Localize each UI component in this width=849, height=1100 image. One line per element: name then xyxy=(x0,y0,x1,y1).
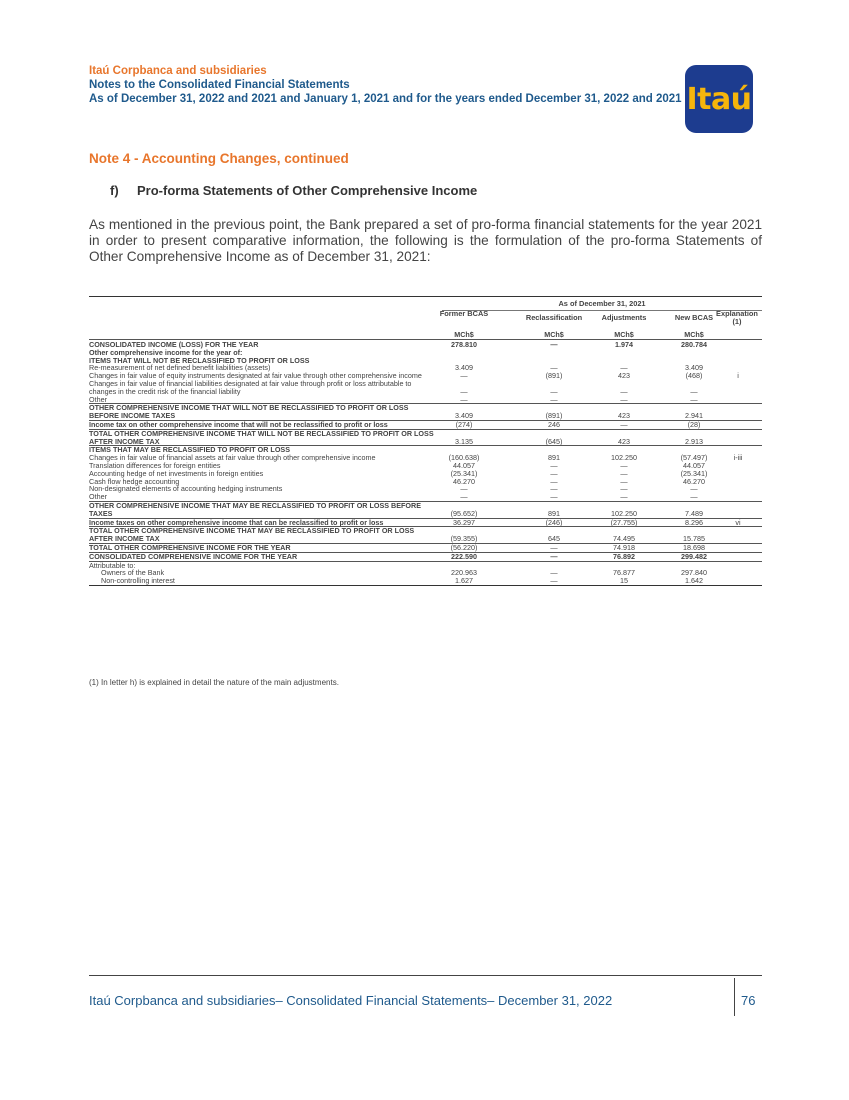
row-value: (56.220) xyxy=(450,542,478,552)
row-value: (645) xyxy=(545,436,563,446)
row-value: 3.135 xyxy=(455,436,473,446)
row-label: TOTAL OTHER COMPREHENSIVE INCOME THAT MAY BE RECLASSIFIED TO PROFIT OR LOSS AFTER INCOME TAX xyxy=(89,526,415,544)
row-value: — xyxy=(460,492,468,502)
row-value: 15 xyxy=(620,576,628,586)
row-value: — xyxy=(620,394,628,404)
row-value: — xyxy=(690,386,698,396)
row-value: — xyxy=(460,394,468,404)
col-header-reclass: Reclassification xyxy=(525,313,583,322)
row-value: 423 xyxy=(618,371,630,381)
table-bottom-rule xyxy=(89,585,762,586)
table-row xyxy=(89,470,762,478)
row-label: Other comprehensive income for the year of: xyxy=(89,347,243,357)
row-value: (95.652) xyxy=(450,508,478,518)
row-value: — xyxy=(620,492,628,502)
row-label: Changes in fair value of financial liabilities designated at fair value through profit or loss attributable to changes in the credit risk of the financial liability xyxy=(89,378,412,396)
row-label: Other xyxy=(89,492,107,502)
intro-paragraph: As mentioned in the previous point, the Bank prepared a set of pro-forma financial statements for the year 2021 in order to present comparative information, the following is the formulation of the pro-forma Statements of Other Comprehensive Income as of December 31, 2021: xyxy=(89,217,762,264)
page-footer xyxy=(89,975,762,1016)
row-label: CONSOLIDATED COMPREHENSIVE INCOME FOR THE YEAR xyxy=(89,551,298,561)
row-value: 645 xyxy=(548,534,560,544)
row-label: Owners of the Bank xyxy=(101,568,165,578)
row-value: 44.057 xyxy=(683,460,705,470)
row-value: — xyxy=(550,542,558,552)
row-value: 74.495 xyxy=(613,534,635,544)
row-value: — xyxy=(620,476,628,486)
row-value: 8.296 xyxy=(685,517,703,527)
table-row xyxy=(89,577,762,585)
row-value: — xyxy=(690,394,698,404)
footer-divider xyxy=(734,978,735,1016)
row-value: — xyxy=(550,476,558,486)
unit-former: MCh$ xyxy=(454,330,474,339)
row-value: 76.877 xyxy=(613,568,635,578)
row-value: — xyxy=(550,468,558,478)
table-top-rule xyxy=(89,296,762,297)
row-label: Re-measurement of net defined benefit liabilities (assets) xyxy=(89,363,271,373)
row-value: 44.057 xyxy=(453,460,475,470)
row-value: 2.941 xyxy=(685,411,703,421)
row-value: 102.250 xyxy=(611,453,637,463)
row-value: — xyxy=(550,394,558,404)
table-row xyxy=(89,552,762,561)
row-value: — xyxy=(620,419,628,429)
row-value: — xyxy=(460,484,468,494)
itau-logo xyxy=(685,65,753,133)
unit-reclass: MCh$ xyxy=(544,330,564,339)
row-value: 1.642 xyxy=(685,576,703,586)
subsection-heading xyxy=(110,183,477,198)
row-value: 222.590 xyxy=(451,551,477,561)
table-row xyxy=(89,485,762,493)
table-row xyxy=(89,518,762,527)
row-value: — xyxy=(550,460,558,470)
row-label: Non-controlling interest xyxy=(101,576,175,586)
row-value: 280.784 xyxy=(681,340,707,349)
row-label: OTHER COMPREHENSIVE INCOME THAT MAY BE RECLASSIFIED TO PROFIT OR LOSS BEFORE TAXES xyxy=(89,500,421,518)
row-value: 891 xyxy=(548,508,560,518)
row-label: Attributable to: xyxy=(89,560,136,570)
table-row xyxy=(89,403,762,420)
row-value: (57.497) xyxy=(680,453,708,463)
row-value: 423 xyxy=(618,436,630,446)
row-value: 3.409 xyxy=(685,363,703,373)
row-value: — xyxy=(550,340,558,349)
units-row xyxy=(89,330,762,340)
row-value: 278.810 xyxy=(451,340,477,349)
row-value: — xyxy=(550,568,558,578)
row-value: (468) xyxy=(685,371,703,381)
row-label: ITEMS THAT WILL NOT BE RECLASSIFIED TO PROFIT OR LOSS xyxy=(89,355,310,365)
row-value: 246 xyxy=(548,419,560,429)
row-value: — xyxy=(620,468,628,478)
row-label: OTHER COMPREHENSIVE INCOME THAT WILL NOT BE RECLASSIFIED TO PROFIT OR LOSS BEFORE INCOME TAXES xyxy=(89,403,409,421)
row-label: TOTAL OTHER COMPREHENSIVE INCOME FOR THE YEAR xyxy=(89,542,291,552)
table-body xyxy=(89,341,762,586)
row-value: 36.297 xyxy=(453,517,475,527)
table-row xyxy=(89,429,762,446)
row-value: (59.355) xyxy=(450,534,478,544)
col-header-explanation: Explanation (1) xyxy=(716,309,758,326)
row-value: — xyxy=(620,386,628,396)
row-label: Non-designated elements of accounting hedging instruments xyxy=(89,484,283,494)
row-value: vi xyxy=(735,517,741,527)
row-value: (28) xyxy=(687,419,701,429)
oci-table xyxy=(89,296,762,586)
table-row xyxy=(89,396,762,404)
row-value: 1.627 xyxy=(455,576,473,586)
row-value: — xyxy=(620,460,628,470)
row-value: i xyxy=(737,371,739,381)
row-value: — xyxy=(550,363,558,373)
row-label: Translation differences for foreign entities xyxy=(89,460,221,470)
row-label: Income tax on other comprehensive income that will not be reclassified to profit or loss xyxy=(89,419,388,429)
row-label: CONSOLIDATED INCOME (LOSS) FOR THE YEAR xyxy=(89,340,259,349)
row-value: (246) xyxy=(545,517,563,527)
row-value: (25.341) xyxy=(680,468,708,478)
col-header-new: New BCAS xyxy=(674,313,714,322)
row-value: 299.482 xyxy=(681,551,707,561)
row-value: 3.409 xyxy=(455,363,473,373)
table-row xyxy=(89,380,762,396)
row-label: Cash flow hedge accounting xyxy=(89,476,180,486)
row-label: Changes in fair value of equity instruments designated at fair value through other comprehensive income xyxy=(89,371,422,381)
col-header-adjust: Adjustments xyxy=(601,313,647,322)
column-headers xyxy=(89,310,762,328)
row-value: 1.974 xyxy=(615,340,633,349)
footer-text: Itaú Corpbanca and subsidiaries– Consolidated Financial Statements– December 31, 2022 xyxy=(89,993,613,1008)
group-header: As of December 31, 2021 xyxy=(442,299,762,311)
row-value: 18.698 xyxy=(683,542,705,552)
row-value: — xyxy=(690,484,698,494)
row-label: Other xyxy=(89,394,107,404)
row-value: — xyxy=(550,576,558,586)
subsection-label: f) xyxy=(110,183,119,198)
row-value: 102.250 xyxy=(611,508,637,518)
row-value: 220.963 xyxy=(451,568,477,578)
table-row xyxy=(89,493,762,501)
row-label: Accounting hedge of net investments in foreign entities xyxy=(89,468,264,478)
row-value: 74.918 xyxy=(613,542,635,552)
subsection-title: Pro-forma Statements of Other Comprehensive Income xyxy=(137,183,478,198)
row-value: 2.913 xyxy=(685,436,703,446)
row-value: 7.489 xyxy=(685,508,703,518)
col-header-former: Former BCAS xyxy=(439,309,489,318)
table-row xyxy=(89,561,762,570)
table-row xyxy=(89,526,762,543)
row-value: (891) xyxy=(545,411,563,421)
row-value: 46.270 xyxy=(453,476,475,486)
table-row xyxy=(89,569,762,577)
page-number: 76 xyxy=(741,993,756,1008)
note-title: Note 4 - Accounting Changes, continued xyxy=(89,151,349,166)
footnote: (1) In letter h) is explained in detail the nature of the main adjustments. xyxy=(89,678,339,687)
row-value: — xyxy=(550,551,558,561)
row-label: TOTAL OTHER COMPREHENSIVE INCOME THAT WILL NOT BE RECLASSIFIED TO PROFIT OR LOSS AFTER INCOME TAX xyxy=(89,428,434,446)
row-label: ITEMS THAT MAY BE RECLASSIFIED TO PROFIT OR LOSS xyxy=(89,445,290,455)
row-label: Changes in fair value of financial assets at fair value through other comprehensive income xyxy=(89,453,376,463)
row-value: 297.840 xyxy=(681,568,707,578)
row-label: Income taxes on other comprehensive income that can be reclassified to profit or loss xyxy=(89,517,384,527)
row-value: 423 xyxy=(618,411,630,421)
company-name: Itaú Corpbanca and subsidiaries xyxy=(89,65,267,77)
unit-new: MCh$ xyxy=(684,330,704,339)
row-value: — xyxy=(460,386,468,396)
row-value: 891 xyxy=(548,453,560,463)
row-value: — xyxy=(550,492,558,502)
row-value: (274) xyxy=(455,419,473,429)
logo-text: Itaú xyxy=(686,81,752,117)
unit-adjust: MCh$ xyxy=(614,330,634,339)
row-value: (160.638) xyxy=(448,453,480,463)
row-value: — xyxy=(690,492,698,502)
row-value: — xyxy=(460,371,468,381)
row-value: 46.270 xyxy=(683,476,705,486)
document-period: As of December 31, 2022 and 2021 and January 1, 2021 and for the years ended December 31, 2022 and 2021 xyxy=(89,93,682,105)
row-value: 15.785 xyxy=(683,534,705,544)
row-value: — xyxy=(620,484,628,494)
row-value: 3.409 xyxy=(455,411,473,421)
document-header xyxy=(89,64,689,106)
table-row xyxy=(89,543,762,552)
row-value: (891) xyxy=(545,371,563,381)
row-value: — xyxy=(550,484,558,494)
row-value: — xyxy=(550,386,558,396)
table-row xyxy=(89,420,762,429)
row-value: — xyxy=(620,363,628,373)
row-value: (27.755) xyxy=(610,517,638,527)
table-row xyxy=(89,501,762,518)
row-value: 76.892 xyxy=(613,551,635,561)
document-title: Notes to the Consolidated Financial Statements xyxy=(89,79,350,91)
row-value: (25.341) xyxy=(450,468,478,478)
row-value: i-iii xyxy=(733,453,743,463)
